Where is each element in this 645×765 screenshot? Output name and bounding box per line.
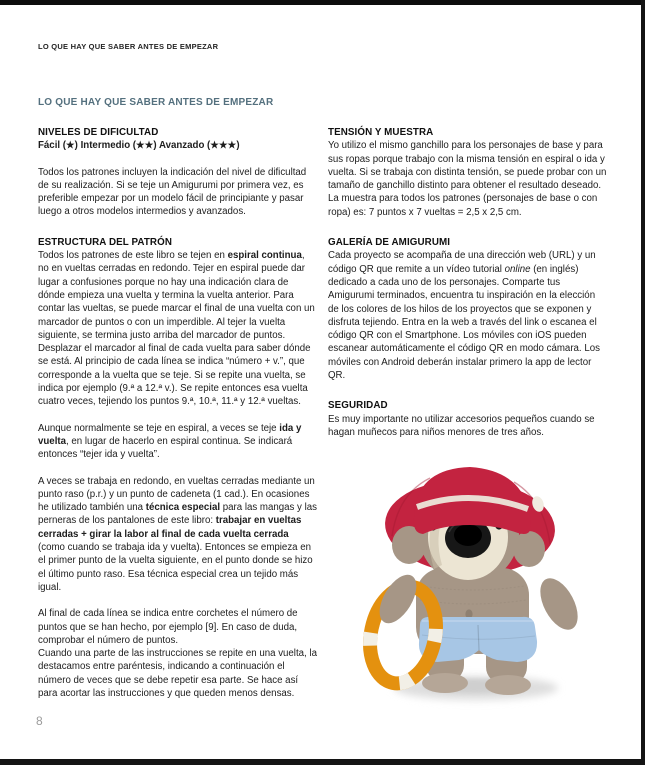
heading-estructura-del-patron: ESTRUCTURA DEL PATRÓN [38,236,172,248]
koala-illustration [356,438,606,740]
amigurumi-koala-photo [356,438,606,740]
top-border-bar [0,0,645,5]
koala-right-arm [533,572,586,636]
left-text-column [38,126,317,700]
heading-niveles-de-dificultad: NIVELES DE DIFICULTAD [38,127,159,138]
paragraph-espiral: Todos los patrones de este libro se tejen en espiral continua, no en vueltas cerradas en redondo. Tejer en espiral puede dar lugar a confusiones porque no hay una indicación clara de dónde empieza una vuelta y termina la vuelta anterior. Para contar las vueltas, se puede marcar el final de una vuelta con un marcador de puntos o con un imperdible. Al tejer la vuelta siguiente, se termina justo arriba del marcador de puntos. Desplazar el marcador al final de cada vuelta para saber dónde se está. Al principio de cada línea se indica “número + v.”, que corresponde a la vuelta que se teje. Si se repite una vuelta, se indica por ejemplo (9.ª a 12.ª v.). Se repite entonces esa vuelta cuatro veces, tejiendo los puntos 9.ª, 10.ª, 11.ª y 12.ª vueltas. [38,250,315,408]
page-number: 8 [36,714,43,728]
paragraph-parentesis: Cuando una parte de las instrucciones se repite en una vuelta, la destacamos entre paréntesis, indicando a continuación el número de veces que se debe repetir esa parte. Se hace así para acortar las instrucciones y que queden menos densas. [38,648,317,699]
right-text-column [328,126,607,439]
page-title: LO QUE HAY QUE SABER ANTES DE EMPEZAR [38,97,274,108]
heading-galeria-de-amigurumi: GALERÍA DE AMIGURUMI [328,237,451,249]
paragraph-niveles: Todos los patrones incluyen la indicación del nivel de dificultad de su realización. Si se teje un Amigurumi por primera vez, es preferible empezar por un modelo fácil de principiante y pasar luego a otros modelos intermedios y avanzados. [38,166,307,218]
difficulty-levels-line: Fácil (★) Intermedio (★★) Avanzado (★★★) [38,140,240,152]
paragraph-tension: Yo utilizo el mismo ganchillo para los personajes de base y para sus ropas porque trabajo con la misma tensión en espiral o ida y vuelta. Si se trabaja con distinta tensión, se puede probar con un tamaño de ganchillo distinto para obtener el resultado deseado. La muestra para todos los patrones (personajes de base o con ropa) es: 7 puntos x 7 vueltas = 2,5 x 2,5 cm. [328,140,607,218]
paragraph-ida-y-vuelta: Aunque normalmente se teje en espiral, a veces se teje ida y vuelta, en lugar de hacerlo en espiral continua. Se indicará entonces “tejer ida y vuelta”. [38,422,302,461]
right-border-bar [641,0,645,765]
paragraph-seguridad: Es muy importante no utilizar accesorios pequeños cuando se hagan muñecos para niños menores de tres años. [328,413,595,438]
bottom-border-bar [0,759,645,765]
paragraph-corchetes: Al final de cada línea se indica entre corchetes el número de puntos que se han hecho, por ejemplo [9]. En caso de duda, comprobar el número de puntos. [38,608,298,646]
paragraph-tecnica-especial: A veces se trabaja en redondo, en vueltas cerradas mediante un punto raso (p.r.) y un punto de cadeneta (1 cad.). En ocasiones he utilizado también una técnica especial para las mangas y las perneras de los pantalones de este libro: trabajar en vueltas cerradas + girar la labor al final de cada vuelta cerrada (como cuando se trabaja ida y vuelta). Entonces se empieza en el primer punto de la vuelta siguiente, en el punto donde se hizo el último punto raso. Esa técnica especial crea un tejido más igual. [38,475,317,593]
heading-tension-y-muestra: TENSIÓN Y MUESTRA [328,127,434,138]
running-header: LO QUE HAY QUE SABER ANTES DE EMPEZAR [38,42,219,51]
paragraph-galeria: Cada proyecto se acompaña de una dirección web (URL) y un código QR que remite a un vídeo tutorial online (en inglés) dedicado a cada uno de los personajes. Comparte tus Amigurumi terminados, encuentra tu inspiración en la elección de los colores de los hilos de los proyectos que se exponen y disfruta tejiendo. Entra en la web a través del link o escanea el código QR con el Smartphone. Los móviles con iOS pueden escanear automáticamente el código QR en modo cámara. Los móviles con Android deberán instalar primero la app de lector QR. [328,250,600,382]
heading-seguridad: SEGURIDAD [328,400,388,412]
